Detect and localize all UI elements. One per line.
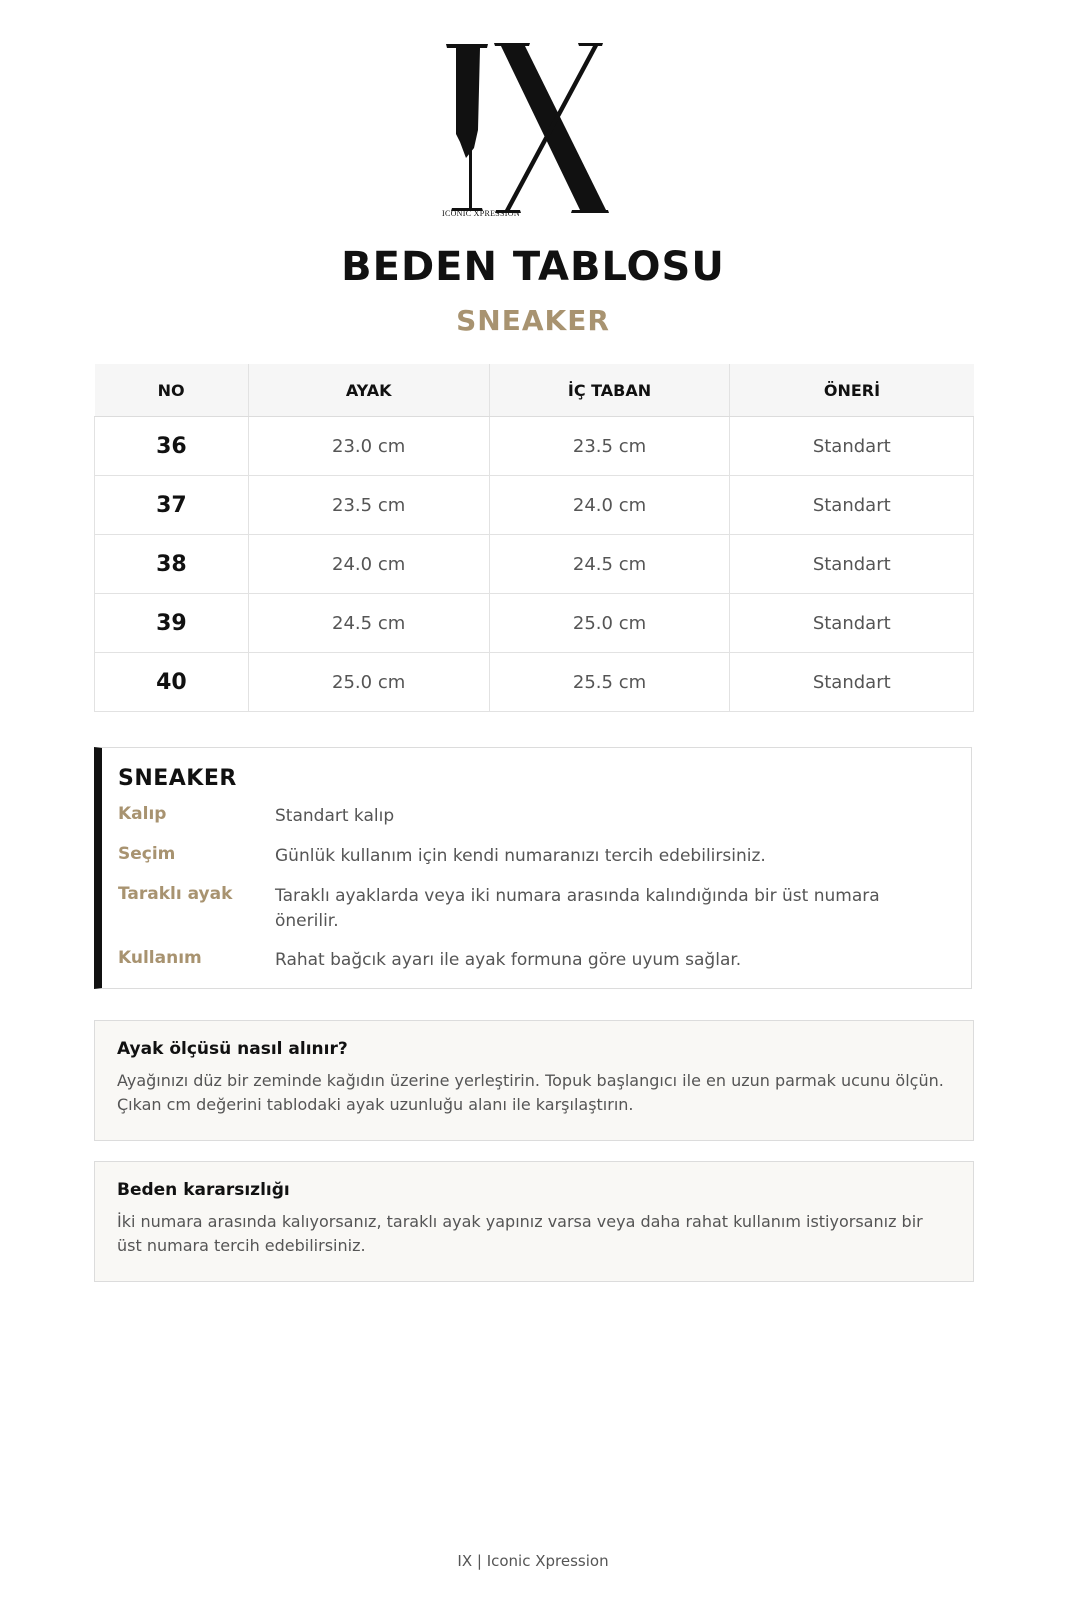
footer-text: IX | Iconic Xpression bbox=[457, 1552, 609, 1570]
page-title: BEDEN TABLOSU bbox=[341, 244, 725, 290]
cell-no: 40 bbox=[95, 653, 249, 712]
cell-ic-taban: 23.5 cm bbox=[489, 417, 730, 476]
page-subtitle: SNEAKER bbox=[456, 304, 610, 337]
table-header-row bbox=[95, 364, 974, 417]
cell-ic-taban: 25.0 cm bbox=[489, 594, 730, 653]
table-row bbox=[95, 653, 974, 712]
fit-notes-title: SNEAKER bbox=[118, 766, 237, 791]
cell-no: 38 bbox=[95, 535, 249, 594]
table-row bbox=[95, 417, 974, 476]
column-header-ayak: AYAK bbox=[248, 364, 489, 417]
table-row bbox=[95, 535, 974, 594]
column-header-ic-taban: İÇ TABAN bbox=[489, 364, 730, 417]
cell-ayak: 25.0 cm bbox=[248, 653, 489, 712]
fit-note-label: Seçim bbox=[118, 844, 176, 864]
size-table bbox=[94, 364, 974, 712]
fit-notes-panel bbox=[94, 747, 972, 989]
fit-note-label: Kullanım bbox=[118, 948, 202, 968]
column-header-no: NO bbox=[95, 364, 249, 417]
column-header-oneri: ÖNERİ bbox=[730, 364, 974, 417]
cell-ic-taban: 24.0 cm bbox=[489, 476, 730, 535]
cell-ayak: 24.0 cm bbox=[248, 535, 489, 594]
cell-no: 36 bbox=[95, 417, 249, 476]
brand-logo bbox=[438, 38, 628, 224]
size-advice-text: İki numara arasında kalıyorsanız, taraklı ayak yapınız varsa veya daha rahat kullanım istiyorsanız bir üst numara tercih edebilirsiniz. bbox=[117, 1212, 923, 1255]
cell-ic-taban: 25.5 cm bbox=[489, 653, 730, 712]
ix-monogram-icon bbox=[438, 38, 628, 224]
size-advice-panel bbox=[94, 1161, 974, 1282]
cell-oneri: Standart bbox=[730, 535, 974, 594]
fit-note-label: Kalıp bbox=[118, 804, 167, 824]
cell-oneri: Standart bbox=[730, 653, 974, 712]
fit-note-label: Taraklı ayak bbox=[118, 884, 233, 904]
table-row bbox=[95, 594, 974, 653]
cell-ic-taban: 24.5 cm bbox=[489, 535, 730, 594]
cell-oneri: Standart bbox=[730, 476, 974, 535]
cell-oneri: Standart bbox=[730, 594, 974, 653]
logo-tagline: ICONIC XPRESSION bbox=[442, 209, 520, 218]
cell-oneri: Standart bbox=[730, 417, 974, 476]
cell-no: 39 bbox=[95, 594, 249, 653]
size-advice-title: Beden kararsızlığı bbox=[117, 1180, 290, 1200]
cell-ayak: 24.5 cm bbox=[248, 594, 489, 653]
measure-info-text: Ayağınızı düz bir zeminde kağıdın üzerine yerleştirin. Topuk başlangıcı ile en uzun parmak ucunu ölçün. Çıkan cm değerini tablodaki ayak uzunluğu alanı ile karşılaştırın. bbox=[117, 1071, 944, 1114]
fit-note-text: Taraklı ayaklarda veya iki numara arasında kalındığında bir üst numara önerilir. bbox=[275, 886, 880, 931]
fit-note-text: Rahat bağcık ayarı ile ayak formuna göre uyum sağlar. bbox=[275, 950, 742, 970]
measure-info-panel bbox=[94, 1020, 974, 1141]
cell-ayak: 23.5 cm bbox=[248, 476, 489, 535]
table-row bbox=[95, 476, 974, 535]
fit-note-text: Günlük kullanım için kendi numaranızı tercih edebilirsiniz. bbox=[275, 846, 766, 866]
measure-info-title: Ayak ölçüsü nasıl alınır? bbox=[117, 1039, 348, 1059]
cell-ayak: 23.0 cm bbox=[248, 417, 489, 476]
fit-note-text: Standart kalıp bbox=[275, 806, 395, 826]
cell-no: 37 bbox=[95, 476, 249, 535]
